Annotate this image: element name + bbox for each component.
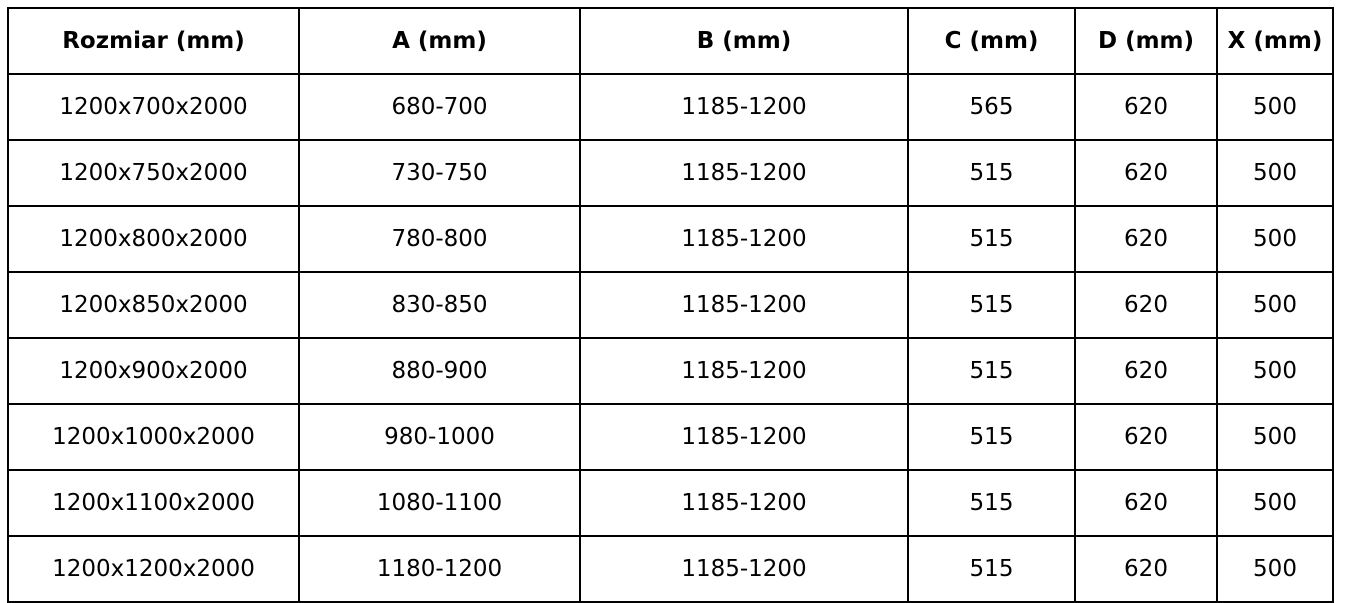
table-row xyxy=(8,140,1333,206)
cell-rozmiar: 1200x1200x2000 xyxy=(8,536,299,602)
column-header-a: A (mm) xyxy=(299,8,580,74)
cell-c: 515 xyxy=(908,272,1075,338)
cell-d: 620 xyxy=(1075,272,1217,338)
cell-rozmiar: 1200x1100x2000 xyxy=(8,470,299,536)
cell-rozmiar: 1200x750x2000 xyxy=(8,140,299,206)
table-row xyxy=(8,536,1333,602)
cell-d: 620 xyxy=(1075,338,1217,404)
table-row xyxy=(8,206,1333,272)
cell-a: 730-750 xyxy=(299,140,580,206)
cell-rozmiar: 1200x800x2000 xyxy=(8,206,299,272)
cell-a: 830-850 xyxy=(299,272,580,338)
column-header-c: C (mm) xyxy=(908,8,1075,74)
size-table-container xyxy=(0,7,1355,598)
cell-b: 1185-1200 xyxy=(580,338,908,404)
cell-d: 620 xyxy=(1075,536,1217,602)
cell-x: 500 xyxy=(1217,470,1333,536)
cell-x: 500 xyxy=(1217,338,1333,404)
dimensions-table xyxy=(7,7,1334,603)
table-header xyxy=(8,8,1333,74)
cell-d: 620 xyxy=(1075,74,1217,140)
cell-d: 620 xyxy=(1075,404,1217,470)
cell-d: 620 xyxy=(1075,470,1217,536)
table-row xyxy=(8,272,1333,338)
cell-c: 565 xyxy=(908,74,1075,140)
cell-c: 515 xyxy=(908,206,1075,272)
cell-rozmiar: 1200x850x2000 xyxy=(8,272,299,338)
cell-c: 515 xyxy=(908,536,1075,602)
table-row xyxy=(8,74,1333,140)
table-header-row xyxy=(8,8,1333,74)
cell-x: 500 xyxy=(1217,272,1333,338)
column-header-d: D (mm) xyxy=(1075,8,1217,74)
cell-b: 1185-1200 xyxy=(580,140,908,206)
cell-a: 880-900 xyxy=(299,338,580,404)
table-row xyxy=(8,470,1333,536)
cell-d: 620 xyxy=(1075,140,1217,206)
column-header-rozmiar: Rozmiar (mm) xyxy=(8,8,299,74)
cell-c: 515 xyxy=(908,404,1075,470)
table-row xyxy=(8,338,1333,404)
cell-c: 515 xyxy=(908,338,1075,404)
cell-x: 500 xyxy=(1217,140,1333,206)
cell-b: 1185-1200 xyxy=(580,470,908,536)
cell-d: 620 xyxy=(1075,206,1217,272)
cell-rozmiar: 1200x700x2000 xyxy=(8,74,299,140)
cell-a: 1080-1100 xyxy=(299,470,580,536)
cell-rozmiar: 1200x900x2000 xyxy=(8,338,299,404)
cell-rozmiar: 1200x1000x2000 xyxy=(8,404,299,470)
cell-b: 1185-1200 xyxy=(580,404,908,470)
cell-a: 780-800 xyxy=(299,206,580,272)
cell-c: 515 xyxy=(908,140,1075,206)
table-body xyxy=(8,74,1333,602)
cell-b: 1185-1200 xyxy=(580,536,908,602)
cell-c: 515 xyxy=(908,470,1075,536)
cell-a: 1180-1200 xyxy=(299,536,580,602)
cell-x: 500 xyxy=(1217,74,1333,140)
cell-x: 500 xyxy=(1217,206,1333,272)
cell-b: 1185-1200 xyxy=(580,74,908,140)
cell-x: 500 xyxy=(1217,536,1333,602)
cell-a: 680-700 xyxy=(299,74,580,140)
cell-b: 1185-1200 xyxy=(580,272,908,338)
cell-b: 1185-1200 xyxy=(580,206,908,272)
column-header-b: B (mm) xyxy=(580,8,908,74)
cell-a: 980-1000 xyxy=(299,404,580,470)
table-row xyxy=(8,404,1333,470)
column-header-x: X (mm) xyxy=(1217,8,1333,74)
cell-x: 500 xyxy=(1217,404,1333,470)
